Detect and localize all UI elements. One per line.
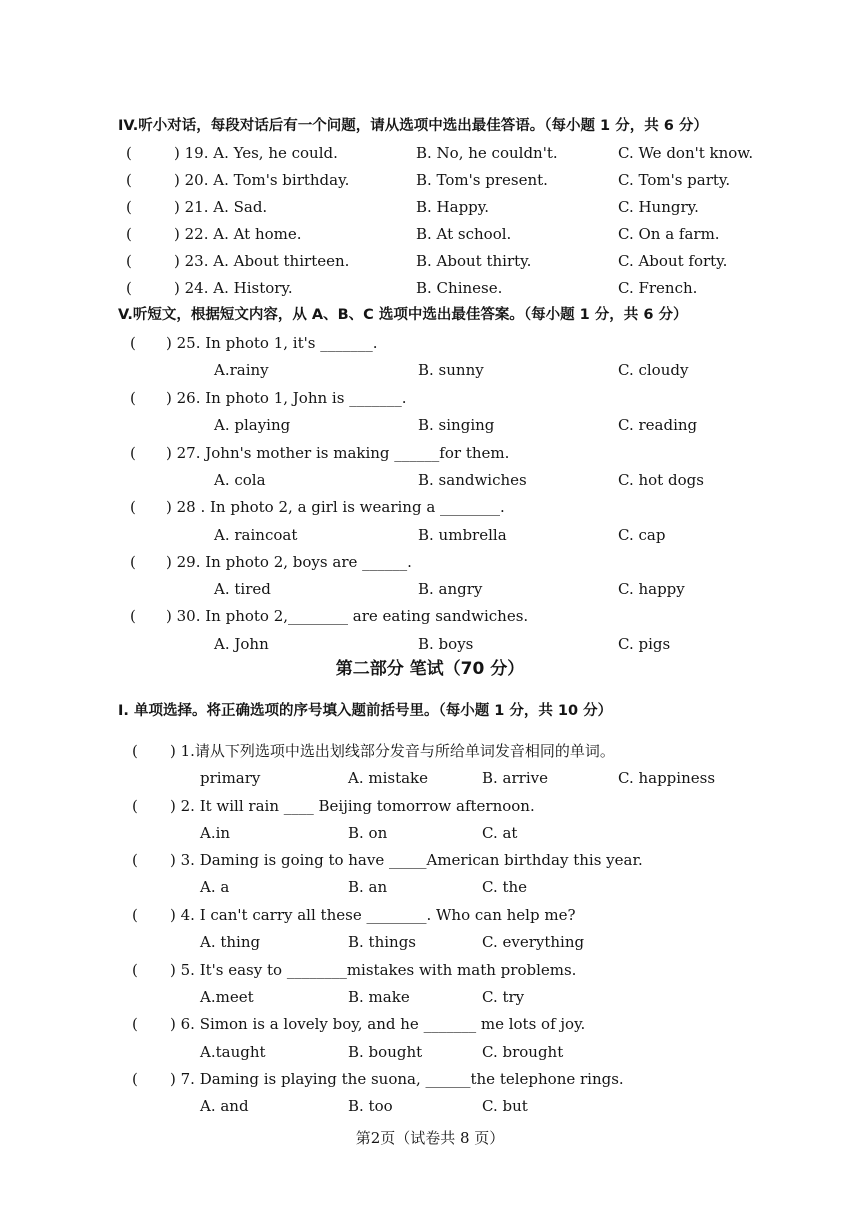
option-b: B. arrive (482, 769, 548, 787)
option-c: C. cap (618, 526, 666, 544)
answer-bracket[interactable]: ( (130, 444, 136, 462)
option-b: B. At school. (416, 225, 512, 243)
option-a: A. cola (214, 471, 266, 489)
option-c: C. cloudy (618, 361, 689, 379)
option-a: A. raincoat (214, 526, 298, 544)
option-a: A. John (214, 635, 269, 653)
option-c: C. About forty. (618, 252, 728, 270)
question-text: ) 25. In photo 1, it's _______. (166, 334, 378, 352)
option-b: B. too (348, 1097, 393, 1115)
option-c: C. hot dogs (618, 471, 704, 489)
section-heading: V.听短文，根据短文内容，从 A、B、C 选项中选出最佳答案。（每小题 1 分，共 6 分） (118, 307, 688, 323)
question-text: ) 28 . In photo 2, a girl is wearing a ________. (166, 498, 505, 516)
answer-bracket[interactable]: ( (130, 553, 136, 571)
option-a: A.meet (200, 988, 254, 1006)
option-b: B. an (348, 878, 388, 896)
answer-bracket[interactable]: ( (132, 961, 138, 979)
option-c: C. reading (618, 416, 698, 434)
section-heading: IV.听小对话，每段对话后有一个问题，请从选项中选出最佳答语。（每小题 1 分，共 6 分） (118, 118, 708, 134)
question-text: ) 19. A. Yes, he could. (174, 144, 338, 162)
answer-bracket[interactable]: ( (132, 906, 138, 924)
question-text: ) 1.请从下列选项中选出划线部分发音与所给单词发音相同的单词。 (170, 742, 615, 760)
question-text: ) 6. Simon is a lovely boy, and he _______ me lots of joy. (170, 1015, 586, 1033)
question-text: ) 3. Daming is going to have _____American birthday this year. (170, 851, 643, 869)
option-c: C. On a farm. (618, 225, 720, 243)
option-b: B. singing (418, 416, 495, 434)
section-heading: I. 单项选择。将正确选项的序号填入题前括号里。（每小题 1 分，共 10 分） (118, 703, 613, 719)
option-a: A. thing (200, 933, 261, 951)
option-a: A. tired (214, 580, 271, 598)
question-text: ) 30. In photo 2,________ are eating sandwiches. (166, 607, 529, 625)
option-c: C. try (482, 988, 525, 1006)
option-a: A. playing (214, 416, 291, 434)
answer-bracket[interactable]: ( (126, 144, 132, 162)
option-c: C. Tom's party. (618, 171, 731, 189)
option-c: C. We don't know. (618, 144, 754, 162)
option-b: B. Chinese. (416, 279, 503, 297)
question-text: ) 27. John's mother is making ______for them. (166, 444, 510, 462)
answer-bracket[interactable]: ( (126, 279, 132, 297)
option-b: B. umbrella (418, 526, 507, 544)
answer-bracket[interactable]: ( (132, 851, 138, 869)
option-a: A.in (200, 824, 231, 842)
option-c: C. everything (482, 933, 585, 951)
answer-bracket[interactable]: ( (130, 334, 136, 352)
answer-bracket[interactable]: ( (130, 389, 136, 407)
answer-bracket[interactable]: ( (132, 1070, 138, 1088)
question-text: ) 4. I can't carry all these ________. Who can help me? (170, 906, 576, 924)
question-text: ) 2. It will rain ____ Beijing tomorrow afternoon. (170, 797, 535, 815)
question-text: ) 5. It's easy to ________mistakes with math problems. (170, 961, 577, 979)
option-c: C. French. (618, 279, 698, 297)
option-c: C. but (482, 1097, 528, 1115)
option-b: B. angry (418, 580, 483, 598)
answer-bracket[interactable]: ( (132, 1015, 138, 1033)
option-c: C. brought (482, 1043, 564, 1061)
option-b: B. Tom's present. (416, 171, 548, 189)
option-b: B. things (348, 933, 417, 951)
option-a: A. and (200, 1097, 249, 1115)
question-text: ) 22. A. At home. (174, 225, 302, 243)
option-c: C. pigs (618, 635, 671, 653)
answer-bracket[interactable]: ( (126, 171, 132, 189)
option-c: C. happiness (618, 769, 716, 787)
answer-bracket[interactable]: ( (130, 607, 136, 625)
option-b: B. sunny (418, 361, 484, 379)
option-a: A. mistake (348, 769, 429, 787)
option-a: A. a (200, 878, 230, 896)
page-footer: 第2页（试卷共 8 页） (355, 1129, 505, 1147)
option-a: A.rainy (214, 361, 269, 379)
answer-bracket[interactable]: ( (132, 797, 138, 815)
answer-bracket[interactable]: ( (132, 742, 138, 760)
option-b: B. About thirty. (416, 252, 532, 270)
given-word: primary (200, 769, 261, 787)
option-c: C. the (482, 878, 528, 896)
option-c: C. Hungry. (618, 198, 699, 216)
answer-bracket[interactable]: ( (126, 225, 132, 243)
question-text: ) 26. In photo 1, John is _______. (166, 389, 407, 407)
option-b: B. Happy. (416, 198, 490, 216)
answer-bracket[interactable]: ( (130, 498, 136, 516)
option-b: B. bought (348, 1043, 423, 1061)
question-text: ) 23. A. About thirteen. (174, 252, 350, 270)
option-b: B. make (348, 988, 410, 1006)
option-b: B. boys (418, 635, 474, 653)
question-text: ) 29. In photo 2, boys are ______. (166, 553, 412, 571)
question-text: ) 7. Daming is playing the suona, ______the telephone rings. (170, 1070, 624, 1088)
option-b: B. No, he couldn't. (416, 144, 558, 162)
part-title: 第二部分 笔试（70 分） (335, 659, 525, 679)
answer-bracket[interactable]: ( (126, 198, 132, 216)
option-c: C. at (482, 824, 518, 842)
answer-bracket[interactable]: ( (126, 252, 132, 270)
question-text: ) 21. A. Sad. (174, 198, 268, 216)
option-c: C. happy (618, 580, 685, 598)
question-text: ) 24. A. History. (174, 279, 293, 297)
question-text: ) 20. A. Tom's birthday. (174, 171, 350, 189)
option-a: A.taught (200, 1043, 266, 1061)
option-b: B. on (348, 824, 388, 842)
option-b: B. sandwiches (418, 471, 527, 489)
